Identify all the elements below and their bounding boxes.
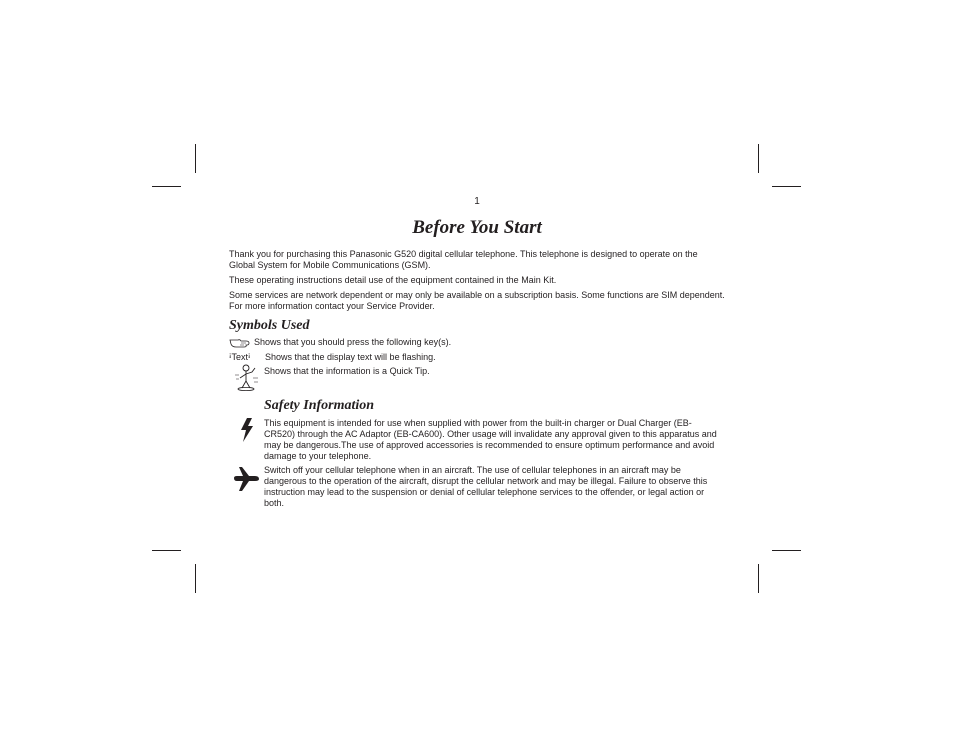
pointing-hand-icon — [229, 336, 251, 348]
crop-mark — [152, 550, 181, 551]
airplane-icon — [232, 466, 260, 492]
crop-mark — [772, 186, 801, 187]
crop-mark — [152, 186, 181, 187]
quick-tip-description: Shows that the information is a Quick Tip. — [264, 366, 430, 376]
intro-paragraph: Thank you for purchasing this Panasonic G520 digital cellular telephone. This telephone is designed to operate on the Global System for Mobile Communications (GSM). — [229, 249, 698, 270]
intro-paragraph: Some services are network dependent or may only be available on a subscription basis. Some functions are SIM dependent. For more information contact your Service Provider. — [229, 290, 725, 311]
aircraft-safety-text: Switch off your cellular telephone when in an aircraft. The use of cellular telephones in an aircraft may be dangerous to the operation of the aircraft, disrupt the cellular network and may be illegal. Failure to observe this instruction may lead to the suspension or denial of cellular telephone services to the offender, or legal action or both. — [264, 465, 708, 508]
quick-tip-figure-icon — [233, 363, 261, 391]
crop-mark — [195, 144, 196, 173]
crop-mark — [758, 144, 759, 173]
key-press-description: Shows that you should press the following key(s). — [254, 337, 452, 347]
symbols-heading: Symbols Used — [229, 318, 310, 333]
flash-mark-icon: ꜟ — [229, 352, 232, 362]
lightning-bolt-icon — [238, 417, 256, 443]
flash-mark-icon: ꜟ — [248, 352, 251, 362]
power-safety-text: This equipment is intended for use when supplied with power from the built-in charger or Dual Charger (EB-CR520) through the AC Adaptor (EB-CA600). Other usage will invalidate any approval given to this apparatus and may be dangerous.The use of approved accessories is recommended to ensure optimum performance and avoid damage to your telephone. — [264, 418, 717, 461]
crop-mark — [772, 550, 801, 551]
safety-heading: Safety Information — [264, 398, 375, 413]
flashing-text-sample — [229, 352, 251, 363]
crop-mark — [195, 564, 196, 593]
crop-mark — [758, 564, 759, 593]
page-title: Before You Start — [412, 217, 542, 238]
page-number: 1 — [474, 196, 480, 207]
intro-paragraph: These operating instructions detail use of the equipment contained in the Main Kit. — [229, 275, 557, 285]
flashing-sample-text: Text — [231, 352, 249, 362]
flashing-description: Shows that the display text will be flashing. — [265, 352, 436, 362]
